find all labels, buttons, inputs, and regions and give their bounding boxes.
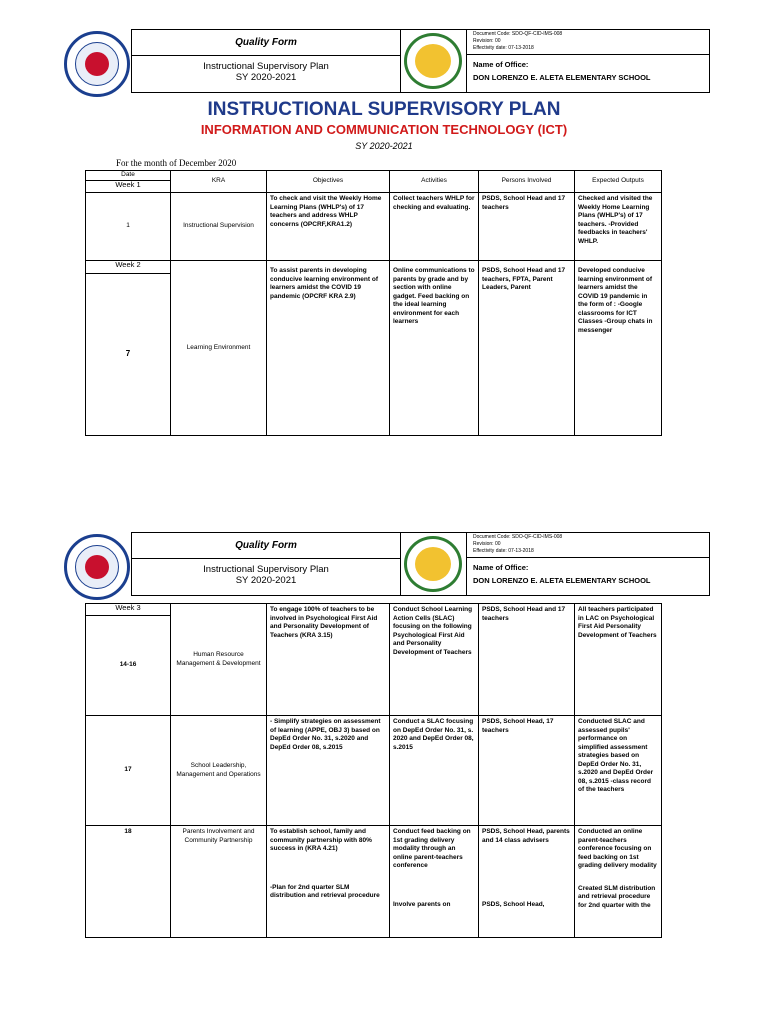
- revision: Revision: 00: [473, 541, 501, 547]
- office-label: Name of Office:: [473, 60, 529, 69]
- header-persons: Persons Involved: [479, 171, 575, 193]
- row-outputs: All teachers participated in LAC on Psychological First Aid Personality Development of Teachers: [575, 604, 662, 716]
- row-objectives-plan: -Plan for 2nd quarter SLM distribution and retrieval procedure: [270, 883, 380, 899]
- row-persons-second: PSDS, School Head,: [482, 901, 545, 908]
- page-title: INSTRUCTIONAL SUPERVISORY PLAN: [207, 99, 561, 120]
- row-objectives: To check and visit the Weekly Home Learning Plans (WHLP's) of 17 teachers and address WHLP concerns (OPCRF,KRA1.2): [267, 193, 390, 261]
- plan-title-cell: [131, 558, 401, 596]
- office-cell: [466, 54, 710, 93]
- document-code-cell: [466, 532, 710, 558]
- row-kra: Parents Involvement and Community Partnership: [171, 826, 267, 938]
- row-persons: PSDS, School Head and 17 teachers, FPTA, Parent Leaders, Parent: [479, 261, 575, 436]
- table-row: [86, 193, 662, 261]
- effectivity-date: Effectivity date: 07-13-2018: [473, 45, 534, 51]
- row-activities-involve: Involve parents on: [393, 900, 451, 908]
- row-kra: Instructional Supervision: [171, 193, 267, 261]
- school-seal: [404, 33, 462, 89]
- row-outputs: Conducted an online parent-teachers conference focusing on feed backing on 1st grading delivery modality: [578, 828, 657, 869]
- row-activities: Conduct a SLAC focusing on DepEd Order No. 31, s. 2020 and DepEd Order 08, s.2015: [390, 716, 479, 826]
- page-subtitle: INFORMATION AND COMMUNICATION TECHNOLOGY (ICT): [200, 122, 568, 137]
- school-logo-cell: [400, 532, 467, 596]
- table-row: [86, 716, 662, 826]
- quality-form-cell: [131, 29, 401, 56]
- month-label: For the month of December 2020: [116, 158, 237, 168]
- row-outputs: Developed conducive learning environment of learners amidst the COVID 19 pandemic in the form of : -Google classrooms for ICT Classes -Group chats in messenger: [575, 261, 662, 436]
- row-objectives: - Simplify strategies on assessment of learning (APPE, OBJ 3) based on DepEd Order No. 31, s.2020 and DepEd Order 08, s.2015: [267, 716, 390, 826]
- header-outputs: Expected Outputs: [575, 171, 662, 193]
- plan-line: Instructional Supervisory Plan: [203, 61, 329, 72]
- plan-table-2: [85, 603, 662, 938]
- quality-form-title: Quality Form: [235, 37, 297, 48]
- week-label: Week 3: [86, 604, 171, 616]
- row-objectives: To assist parents in developing conducive learning environment of learners amidst the COVID 19 pandemic (OPCRF KRA 2.9): [267, 261, 390, 436]
- row-outputs-slm: Created SLM distribution and retrieval procedure for 2nd quarter with the: [578, 884, 656, 909]
- row-activities: Conduct School Learning Action Cells (SLAC) focusing on the following Psychological First Aid and Personality Development of Teachers: [390, 604, 479, 716]
- office-name: DON LORENZO E. ALETA ELEMENTARY SCHOOL: [473, 576, 651, 585]
- school-seal: [404, 536, 462, 592]
- plan-title-cell: [131, 55, 401, 93]
- deped-seal: [64, 534, 130, 600]
- sy-line: SY 2020-2021: [235, 575, 297, 586]
- week-label: Week 2: [86, 261, 171, 274]
- row-outputs: Conducted SLAC and assessed pupils' performance on simplified assessment strategies based on DepEd Order No. 31, s.2020 and DepEd Order 08, s.2015 -class record of the teachers: [575, 716, 662, 826]
- office-label: Name of Office:: [473, 563, 529, 572]
- school-logo-cell: [400, 29, 467, 93]
- office-cell: [466, 557, 710, 596]
- effectivity-date: Effectivity date: 07-13-2018: [473, 548, 534, 554]
- row-persons: PSDS, School Head, parents and 14 class advisers: [482, 828, 570, 844]
- week-label: Week 1: [86, 181, 171, 193]
- plan-line: Instructional Supervisory Plan: [203, 564, 329, 575]
- office-name: DON LORENZO E. ALETA ELEMENTARY SCHOOL: [473, 73, 651, 82]
- row-date: 18: [86, 826, 171, 938]
- plan-table-1: [85, 170, 662, 436]
- row-kra: Learning Environment: [171, 261, 267, 436]
- row-persons: PSDS, School Head and 17 teachers: [479, 604, 575, 716]
- row-activities: Conduct feed backing on 1st grading delivery modality through an online parent-teachers conference: [393, 828, 471, 869]
- row-objectives: To establish school, family and community partnership with 80% success in (KRA 4.21): [270, 828, 372, 852]
- row-date: 17: [86, 716, 171, 826]
- document-code-cell: [466, 29, 710, 55]
- row-date: 14-16: [86, 616, 171, 716]
- document-code: Document Code: SDO-QF-CID-IMS-008: [473, 534, 563, 540]
- quality-form-cell: [131, 532, 401, 559]
- row-persons: PSDS, School Head, 17 teachers: [479, 716, 575, 826]
- row-date: 7: [86, 274, 171, 436]
- deped-seal: [64, 31, 130, 97]
- header-kra: KRA: [171, 171, 267, 193]
- header-objectives: Objectives: [267, 171, 390, 193]
- sy-line: SY 2020-2021: [235, 72, 297, 83]
- header-date: Date: [86, 171, 171, 181]
- revision: Revision: 00: [473, 38, 501, 44]
- table-row: [86, 826, 662, 938]
- header-activities: Activities: [390, 171, 479, 193]
- row-objectives: To engage 100% of teachers to be involved in Psychological First Aid and Personality Development of Teachers (KRA 3.15): [267, 604, 390, 716]
- row-activities: Collect teachers WHLP for checking and evaluating.: [390, 193, 479, 261]
- quality-form-title: Quality Form: [235, 540, 297, 551]
- row-kra: School Leadership, Management and Operations: [171, 716, 267, 826]
- row-kra: Human Resource Management & Development: [171, 604, 267, 716]
- row-activities: Online communications to parents by grade and by section with online gadget. Feed backing on the ideal learning environment for each learners: [390, 261, 479, 436]
- row-date: 1: [86, 193, 171, 261]
- row-outputs: Checked and visited the Weekly Home Learning Plans (WHLP's) of 17 teachers. -Provided feedbacks in teachers' WHLP.: [575, 193, 662, 261]
- document-code: Document Code: SDO-QF-CID-IMS-008: [473, 31, 563, 37]
- row-persons: PSDS, School Head and 17 teachers: [479, 193, 575, 261]
- school-year: SY 2020-2021: [355, 141, 413, 151]
